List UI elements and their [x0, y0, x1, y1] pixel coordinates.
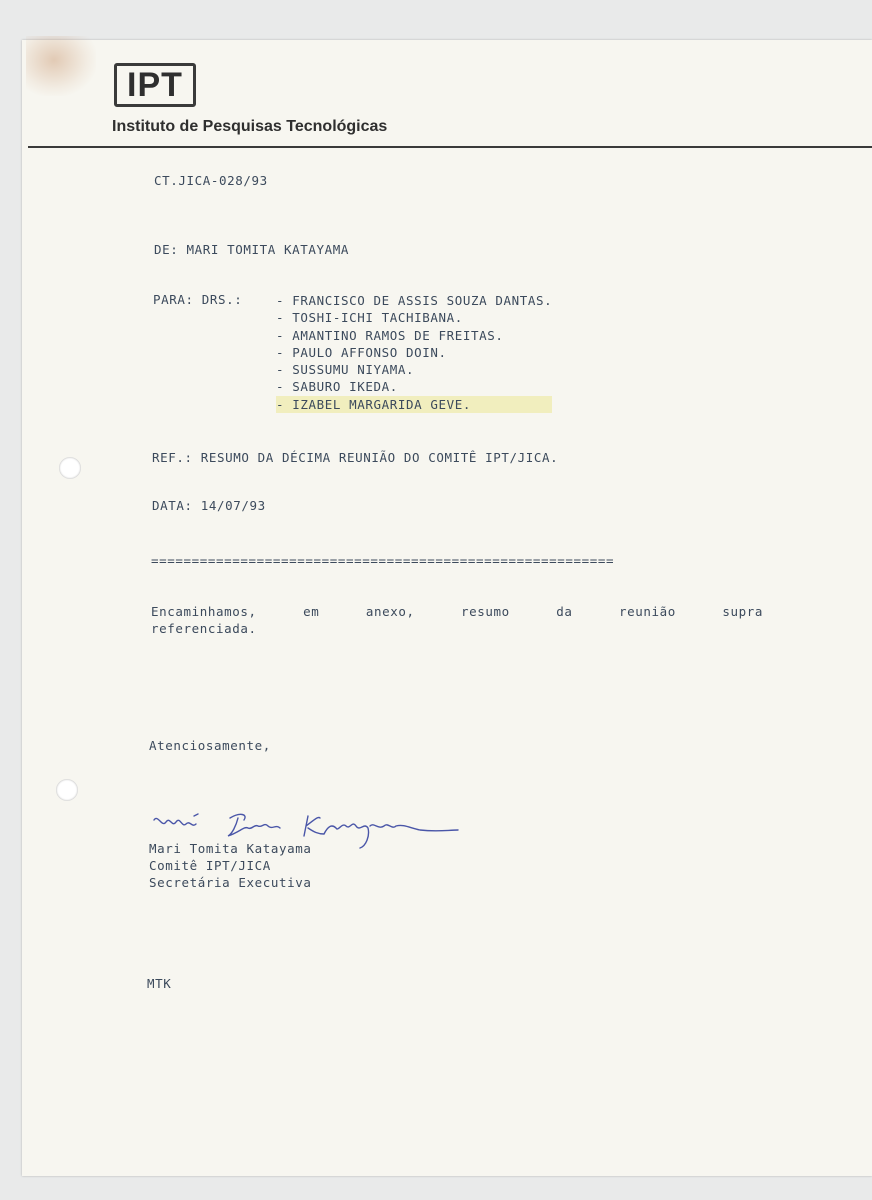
recipient-item: - SABURO IKEDA.	[276, 379, 398, 395]
from-line: DE: MARI TOMITA KATAYAMA	[154, 242, 350, 257]
letterhead-rule	[28, 146, 872, 148]
body-word: supra	[722, 604, 763, 619]
signatory-name: Mari Tomita Katayama	[149, 841, 312, 856]
closing-line: Atenciosamente,	[149, 738, 271, 753]
body-line-1	[151, 604, 763, 619]
recipient-item: - AMANTINO RAMOS DE FREITAS.	[276, 327, 504, 343]
date-line: DATA: 14/07/93	[152, 498, 266, 513]
body-word: resumo	[461, 604, 510, 619]
paper-stain	[26, 36, 96, 96]
body-word: reunião	[618, 604, 676, 619]
recipient-item: - IZABEL MARGARIDA GEVE.	[276, 396, 552, 413]
recipient-item: - TOSHI-ICHI TACHIBANA.	[276, 310, 463, 326]
recipient-item: - PAULO AFFONSO DOIN.	[276, 344, 447, 360]
body-word: anexo,	[365, 604, 415, 619]
body-word: da	[556, 604, 573, 619]
recipient-item: - FRANCISCO DE ASSIS SOUZA DANTAS.	[276, 293, 553, 308]
separator-line: =========================================================	[151, 553, 615, 568]
subject-line: REF.: RESUMO DA DÉCIMA REUNIÃO DO COMITÊ IPT/JICA.	[152, 450, 559, 465]
recipient-item: - SUSSUMU NIYAMA.	[276, 362, 415, 378]
signatory-role: Secretária Executiva	[149, 875, 312, 890]
recipient-list	[276, 292, 552, 413]
punch-hole-top	[59, 457, 81, 479]
to-label: PARA: DRS.:	[153, 292, 243, 307]
initials: MTK	[147, 976, 172, 991]
reference-code: CT.JICA-028/93	[154, 173, 268, 188]
signatory-committee: Comitê IPT/JICA	[149, 858, 271, 873]
punch-hole-bottom	[56, 779, 78, 801]
institute-name: Instituto de Pesquisas Tecnológicas	[112, 118, 388, 135]
body-word: Encaminhamos,	[151, 604, 257, 619]
ipt-logo: IPT	[114, 63, 196, 107]
body-line-2: referenciada.	[151, 621, 257, 636]
body-word: em	[303, 604, 320, 619]
